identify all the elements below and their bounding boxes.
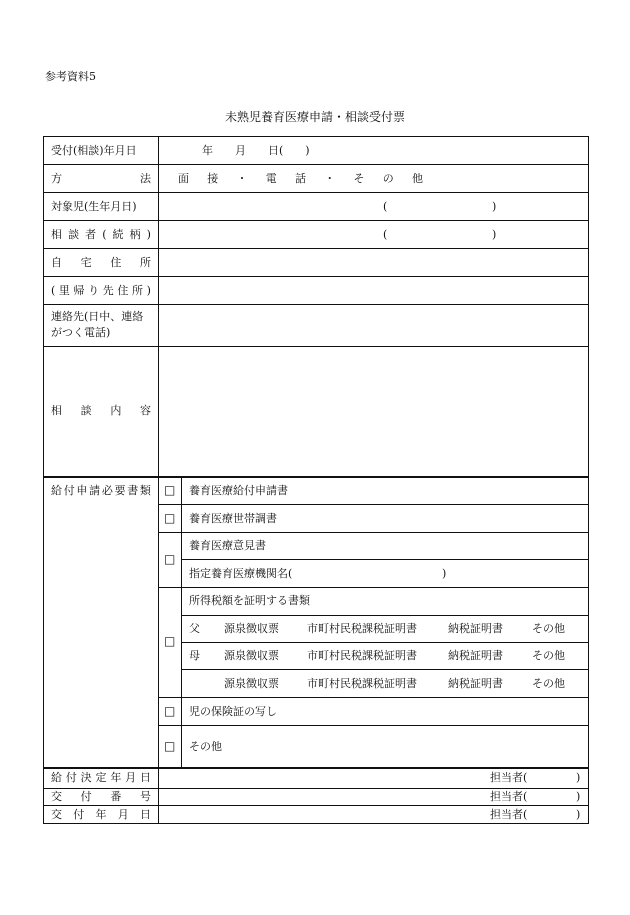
reference-label: 参考資料5 <box>45 70 96 83</box>
label-char: ) <box>146 228 151 241</box>
income-item: 市町村民税課税証明書 <box>307 649 417 662</box>
row-divider <box>44 476 588 478</box>
label-char: 相 <box>51 228 62 241</box>
income-who-mother: 母 <box>189 649 200 662</box>
label-char: 柄 <box>129 228 141 241</box>
issue-number-staff-label: 担当者( <box>490 790 528 803</box>
doc-opinion: 養育医療意見書 <box>189 539 266 552</box>
label-char: 年 <box>95 808 107 821</box>
label-char: 交 <box>51 790 62 803</box>
checkbox-household-survey[interactable]: □ <box>164 511 176 525</box>
row-divider <box>44 304 588 305</box>
checkbox-insurance[interactable]: □ <box>164 704 176 718</box>
label-char: ・ <box>324 172 336 185</box>
consultant-paren-close: ) <box>492 228 497 241</box>
label-char: 日 <box>140 808 151 821</box>
target-child-paren-close: ) <box>492 200 497 213</box>
label-char: 者 <box>85 228 97 241</box>
row-divider <box>158 725 588 726</box>
income-item: 源泉徴収票 <box>224 649 279 662</box>
label-char: の <box>382 172 394 185</box>
label-char: 帰 <box>73 284 85 297</box>
label-char: 電 <box>265 172 277 185</box>
label-char: 給 <box>51 771 62 784</box>
row-divider <box>158 504 588 505</box>
income-who-father: 父 <box>189 622 200 635</box>
label-char: 方 <box>51 172 62 185</box>
label-char: 談 <box>68 228 80 241</box>
label-char: 号 <box>139 790 151 803</box>
label-char: 話 <box>295 172 306 185</box>
decision-staff-close: ) <box>576 771 581 784</box>
label-char: 住 <box>110 256 122 269</box>
label-char: ( <box>51 284 56 297</box>
doc-insurance: 児の保険証の写し <box>189 705 277 718</box>
label-char: 先 <box>102 284 114 297</box>
label-char: 必 <box>101 484 113 497</box>
label-char: 里 <box>58 284 70 297</box>
label-char: そ <box>353 172 365 185</box>
row-divider <box>181 615 588 616</box>
label-char: り <box>88 284 100 297</box>
row-divider <box>44 164 588 165</box>
reception-date-label: 受付(相談)年月日 <box>51 144 137 157</box>
row-divider <box>44 192 588 193</box>
issue-number-staff-close: ) <box>576 790 581 803</box>
label-char: ) <box>146 284 151 297</box>
decision-staff-label: 担当者( <box>490 771 528 784</box>
document-title: 未熟児養育医療申請・相談受付票 <box>224 110 405 124</box>
label-char: 自 <box>51 256 62 269</box>
income-item: 納税証明書 <box>448 649 503 662</box>
doc-app-form: 養育医療給付申請書 <box>189 484 288 497</box>
consult-content-label <box>51 405 151 416</box>
label-char: 類 <box>139 484 151 497</box>
label-char: 相 <box>51 404 62 417</box>
label-char: 住 <box>117 284 129 297</box>
label-char: 付 <box>63 484 75 497</box>
income-item: その他 <box>532 622 565 635</box>
income-item: その他 <box>532 677 565 690</box>
label-char: 番 <box>110 790 122 803</box>
required-documents-label <box>51 485 151 496</box>
income-item: 納税証明書 <box>448 622 503 635</box>
label-char: 他 <box>412 172 423 185</box>
income-item: 源泉徴収票 <box>224 677 279 690</box>
label-char: 接 <box>207 172 219 185</box>
doc-institution-close: ) <box>442 567 447 580</box>
row-divider <box>44 248 588 249</box>
label-char: 月 <box>117 808 129 821</box>
income-item: 市町村民税課税証明書 <box>307 622 417 635</box>
row-divider <box>44 220 588 221</box>
checkbox-app-form[interactable]: □ <box>164 483 176 497</box>
income-item: 市町村民税課税証明書 <box>307 677 417 690</box>
row-divider <box>181 669 588 670</box>
row-divider <box>44 276 588 277</box>
return-address-label <box>51 285 151 296</box>
row-divider <box>44 346 588 347</box>
label-char: 請 <box>89 484 101 497</box>
method-options <box>178 173 423 184</box>
row-divider <box>181 559 588 560</box>
issue-date-staff-label: 担当者( <box>490 808 528 821</box>
label-char: 要 <box>114 484 126 497</box>
row-divider <box>44 767 588 769</box>
issue-date-staff-close: ) <box>576 808 581 821</box>
reception-date-value: 年 月 日( ) <box>202 144 310 157</box>
label-char: 決 <box>80 771 92 784</box>
label-char: 申 <box>76 484 88 497</box>
label-char: 談 <box>80 404 92 417</box>
column-divider <box>158 137 159 823</box>
label-char: 日 <box>139 771 151 784</box>
target-child-paren-open: ( <box>383 200 388 213</box>
checkbox-income-proof[interactable]: □ <box>164 634 176 648</box>
reception-form <box>43 136 589 824</box>
income-item: その他 <box>532 649 565 662</box>
label-char: 年 <box>110 771 122 784</box>
label-char: 所 <box>132 284 144 297</box>
label-char: 月 <box>125 771 137 784</box>
label-char: 付 <box>73 808 85 821</box>
label-char: 内 <box>110 404 122 417</box>
label-char: 続 <box>112 228 124 241</box>
label-char: 交 <box>51 808 62 821</box>
label-char: ・ <box>236 172 248 185</box>
doc-other: その他 <box>189 740 222 753</box>
row-divider <box>181 642 588 643</box>
issue-date-label <box>51 809 151 820</box>
consultant-paren-open: ( <box>383 228 388 241</box>
target-child-label: 対象児(生年月日) <box>51 200 137 213</box>
label-char: 面 <box>178 172 189 185</box>
label-char: 法 <box>140 172 151 185</box>
row-divider <box>44 788 588 789</box>
contact-label-line1: 連絡先(日中、連絡 <box>51 310 144 323</box>
label-char: 所 <box>139 256 151 269</box>
row-divider <box>44 805 588 806</box>
consultant-label <box>51 229 151 240</box>
income-item: 納税証明書 <box>448 677 503 690</box>
doc-household-survey: 養育医療世帯調書 <box>189 512 277 525</box>
income-item: 源泉徴収票 <box>224 622 279 635</box>
label-char: 宅 <box>80 256 92 269</box>
decision-date-label <box>51 772 151 783</box>
label-char: 付 <box>65 771 77 784</box>
home-address-label <box>51 257 151 268</box>
checkbox-opinion[interactable]: □ <box>164 552 176 566</box>
contact-label-line2: がつく電話) <box>51 326 111 339</box>
label-char: 付 <box>80 790 92 803</box>
row-divider <box>158 697 588 698</box>
doc-income-header: 所得税額を証明する書類 <box>189 594 310 607</box>
label-char: 容 <box>139 404 151 417</box>
column-divider <box>181 476 182 767</box>
row-divider <box>158 587 588 588</box>
label-char: 書 <box>127 484 139 497</box>
method-label <box>51 173 151 184</box>
label-char: ( <box>102 228 107 241</box>
checkbox-other[interactable]: □ <box>164 739 176 753</box>
label-char: 定 <box>95 771 107 784</box>
issue-number-label <box>51 791 151 802</box>
row-divider <box>158 532 588 533</box>
doc-institution: 指定養育医療機関名( <box>189 567 293 580</box>
label-char: 給 <box>51 484 62 497</box>
